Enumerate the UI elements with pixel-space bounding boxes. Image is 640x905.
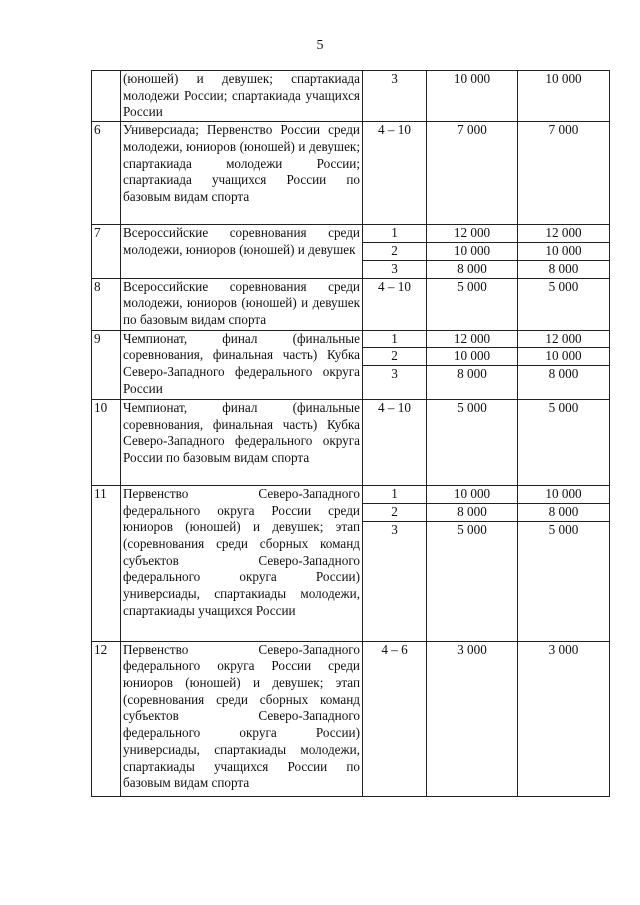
amount-cell: 8 000 <box>427 365 518 399</box>
amount-cell: 3 000 <box>518 641 610 796</box>
place-cell: 1 <box>363 330 427 348</box>
row-number: 12 <box>92 641 121 796</box>
table-row <box>92 278 610 330</box>
competition-name: Первенство Северо-Западного федерального округа России среди юниоров (юношей) и девушек; этап (соревнования среди сборных команд субъектов Северо-Западного федерального округа России) универсиады, спартакиады молодежи, спартакиады учащихся России по базовым видам спорта <box>121 641 363 796</box>
amount-cell: 8 000 <box>518 503 610 521</box>
row-number <box>92 71 121 122</box>
place-cell: 1 <box>363 485 427 503</box>
amount-cell: 12 000 <box>518 225 610 243</box>
place-cell: 3 <box>363 260 427 278</box>
page-number: 5 <box>316 38 324 53</box>
award-table <box>91 70 610 797</box>
amount-cell: 8 000 <box>518 365 610 399</box>
amount-cell: 10 000 <box>518 348 610 366</box>
table-row <box>92 225 610 243</box>
competition-name: Универсиада; Первенство России среди молодежи, юниоров (юношей) и девушек; спартакиада молодежи России; спартакиада учащихся России по базовым видам спорта <box>121 122 363 225</box>
place-cell: 2 <box>363 243 427 261</box>
amount-cell: 5 000 <box>427 521 518 641</box>
competition-name: Чемпионат, финал (финальные соревнования, финальная часть) Кубка Северо-Западного федерального округа России по базовым видам спорта <box>121 399 363 485</box>
table-row <box>92 641 610 796</box>
amount-cell: 10 000 <box>427 71 518 122</box>
amount-cell: 7 000 <box>427 122 518 225</box>
amount-cell: 10 000 <box>518 485 610 503</box>
table-row <box>92 330 610 348</box>
place-cell: 4 – 10 <box>363 399 427 485</box>
table-row <box>92 71 610 122</box>
row-number: 6 <box>92 122 121 225</box>
amount-cell: 10 000 <box>518 71 610 122</box>
row-number: 9 <box>92 330 121 399</box>
place-cell: 1 <box>363 225 427 243</box>
amount-cell: 7 000 <box>518 122 610 225</box>
row-number: 10 <box>92 399 121 485</box>
place-cell: 4 – 6 <box>363 641 427 796</box>
row-number: 11 <box>92 485 121 641</box>
amount-cell: 12 000 <box>427 330 518 348</box>
table-row <box>92 485 610 503</box>
place-cell: 2 <box>363 348 427 366</box>
amount-cell: 10 000 <box>427 243 518 261</box>
table-row <box>92 399 610 485</box>
amount-cell: 8 000 <box>518 260 610 278</box>
row-number: 7 <box>92 225 121 278</box>
amount-cell: 8 000 <box>427 260 518 278</box>
amount-cell: 5 000 <box>518 521 610 641</box>
table-row <box>92 122 610 225</box>
amount-cell: 5 000 <box>518 278 610 330</box>
amount-cell: 10 000 <box>518 243 610 261</box>
amount-cell: 5 000 <box>427 278 518 330</box>
row-number: 8 <box>92 278 121 330</box>
competition-name: (юношей) и девушек; спартакиада молодежи России; спартакиада учащихся России <box>121 71 363 122</box>
amount-cell: 12 000 <box>427 225 518 243</box>
amount-cell: 8 000 <box>427 503 518 521</box>
amount-cell: 10 000 <box>427 485 518 503</box>
award-table-body <box>92 71 610 797</box>
amount-cell: 5 000 <box>427 399 518 485</box>
amount-cell: 10 000 <box>427 348 518 366</box>
competition-name: Всероссийские соревнования среди молодежи, юниоров (юношей) и девушек по базовым видам спорта <box>121 278 363 330</box>
amount-cell: 12 000 <box>518 330 610 348</box>
place-cell: 4 – 10 <box>363 278 427 330</box>
place-cell: 3 <box>363 521 427 641</box>
place-cell: 4 – 10 <box>363 122 427 225</box>
place-cell: 3 <box>363 365 427 399</box>
amount-cell: 5 000 <box>518 399 610 485</box>
competition-name: Первенство Северо-Западного федерального округа России среди юниоров (юношей) и девушек; этап (соревнования среди сборных команд субъектов Северо-Западного федерального округа России) универсиады, спартакиады молодежи, спартакиады учащихся России <box>121 485 363 641</box>
place-cell: 2 <box>363 503 427 521</box>
competition-name: Всероссийские соревнования среди молодежи, юниоров (юношей) и девушек <box>121 225 363 278</box>
amount-cell: 3 000 <box>427 641 518 796</box>
competition-name: Чемпионат, финал (финальные соревнования, финальная часть) Кубка Северо-Западного федерального округа России <box>121 330 363 399</box>
place-cell: 3 <box>363 71 427 122</box>
